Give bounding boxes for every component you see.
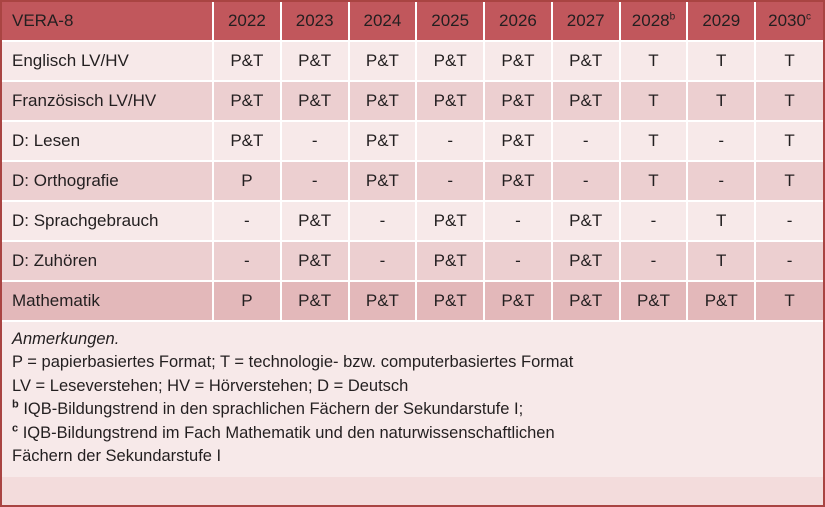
- header-year-2025: [416, 2, 484, 41]
- cell: -: [620, 241, 688, 281]
- cell: P&T: [484, 81, 552, 121]
- cell: T: [687, 41, 755, 81]
- header-year-2027: [552, 2, 620, 41]
- cell: P&T: [349, 281, 417, 321]
- cell: -: [416, 161, 484, 201]
- header-year-text: 2025: [431, 11, 470, 30]
- cell: -: [213, 201, 281, 241]
- header-year-sup: c: [805, 11, 811, 23]
- table-notes: [2, 322, 823, 477]
- cell: P&T: [416, 81, 484, 121]
- header-year-text: 2027: [566, 11, 605, 30]
- header-year-text: 2029: [702, 11, 741, 30]
- cell: -: [687, 121, 755, 161]
- cell: P&T: [552, 201, 620, 241]
- footnote-marker-b: b: [12, 398, 19, 411]
- cell: P&T: [416, 201, 484, 241]
- cell: P&T: [213, 81, 281, 121]
- header-year-2024: [349, 2, 417, 41]
- header-year-text: 2026: [499, 11, 537, 30]
- cell: P&T: [213, 41, 281, 81]
- footnote-marker-c: c: [12, 422, 19, 435]
- cell: P&T: [349, 81, 417, 121]
- cell: -: [213, 241, 281, 281]
- header-year-2029: [687, 2, 755, 41]
- header-row: [2, 2, 823, 41]
- cell: -: [484, 201, 552, 241]
- cell: -: [349, 241, 417, 281]
- cell: -: [281, 121, 349, 161]
- cell: P&T: [552, 81, 620, 121]
- cell: -: [349, 201, 417, 241]
- cell: T: [620, 121, 688, 161]
- cell: T: [620, 81, 688, 121]
- cell: T: [755, 281, 823, 321]
- row-label: D: Lesen: [2, 121, 213, 161]
- cell: P&T: [349, 121, 417, 161]
- table-row: [2, 161, 823, 201]
- row-label: D: Sprachgebrauch: [2, 201, 213, 241]
- row-label: D: Orthografie: [2, 161, 213, 201]
- cell: T: [755, 121, 823, 161]
- cell: P&T: [416, 281, 484, 321]
- notes-line-formats: P = papierbasiertes Format; T = technologie- bzw. computerbasiertes Format: [12, 353, 574, 372]
- cell: -: [755, 241, 823, 281]
- cell: P&T: [416, 241, 484, 281]
- cell: P&T: [281, 201, 349, 241]
- header-year-text: 2028: [631, 11, 670, 30]
- notes-line-abbreviations: LV = Leseverstehen; HV = Hörverstehen; D = Deutsch: [12, 376, 409, 395]
- cell: P&T: [349, 41, 417, 81]
- cell: P: [213, 161, 281, 201]
- cell: -: [484, 241, 552, 281]
- header-year-text: 2023: [295, 11, 334, 30]
- cell: P&T: [484, 41, 552, 81]
- cell: -: [416, 121, 484, 161]
- header-year-2023: [281, 2, 349, 41]
- table-row: [2, 281, 823, 321]
- row-label: Englisch LV/HV: [2, 41, 213, 81]
- row-label: Mathematik: [2, 281, 213, 321]
- cell: T: [687, 241, 755, 281]
- cell: P&T: [281, 41, 349, 81]
- cell: -: [281, 161, 349, 201]
- cell: -: [755, 201, 823, 241]
- notes-line-footnote-b: [12, 398, 813, 421]
- header-year-2030: [755, 2, 823, 41]
- header-year-text: 2024: [363, 11, 402, 30]
- cell: P&T: [281, 81, 349, 121]
- table-row: [2, 41, 823, 81]
- table-row: [2, 201, 823, 241]
- notes-line-footnote-c-cont: Fächern der Sekundarstufe I: [12, 447, 222, 466]
- cell: -: [620, 201, 688, 241]
- cell: T: [755, 161, 823, 201]
- cell: T: [620, 41, 688, 81]
- cell: -: [552, 161, 620, 201]
- header-year-2022: [213, 2, 281, 41]
- cell: P&T: [416, 41, 484, 81]
- table-header: [2, 2, 823, 41]
- cell: P&T: [484, 281, 552, 321]
- cell: T: [687, 81, 755, 121]
- notes-line-footnote-c: [12, 422, 813, 445]
- table-row: [2, 241, 823, 281]
- cell: T: [620, 161, 688, 201]
- header-year-text: 2022: [227, 11, 266, 30]
- notes-heading: Anmerkungen.: [12, 330, 120, 348]
- footnote-text-b: IQB-Bildungstrend in den sprachlichen Fächern der Sekundarstufe I;: [18, 400, 524, 419]
- cell: T: [687, 201, 755, 241]
- cell: P&T: [552, 281, 620, 321]
- row-label: Französisch LV/HV: [2, 81, 213, 121]
- cell: P&T: [281, 281, 349, 321]
- cell: T: [755, 41, 823, 81]
- header-corner-label: VERA-8: [2, 2, 213, 41]
- footnote-text-c: IQB-Bildungstrend im Fach Mathematik und den naturwissenschaftlichen: [18, 423, 555, 442]
- cell: P&T: [687, 281, 755, 321]
- table-row: [2, 121, 823, 161]
- vera8-schedule-table: [2, 2, 823, 322]
- cell: P&T: [552, 41, 620, 81]
- cell: P&T: [620, 281, 688, 321]
- cell: P&T: [552, 241, 620, 281]
- cell: P&T: [281, 241, 349, 281]
- cell: P&T: [349, 161, 417, 201]
- cell: -: [552, 121, 620, 161]
- header-year-2026: [484, 2, 552, 41]
- cell: T: [755, 81, 823, 121]
- cell: P: [213, 281, 281, 321]
- header-year-sup: b: [669, 11, 676, 23]
- table-body: [2, 41, 823, 321]
- header-year-2028: [620, 2, 688, 41]
- table-row: [2, 81, 823, 121]
- cell: P&T: [484, 161, 552, 201]
- header-year-text: 2030: [768, 11, 806, 30]
- cell: -: [687, 161, 755, 201]
- cell: P&T: [213, 121, 281, 161]
- row-label: D: Zuhören: [2, 241, 213, 281]
- cell: P&T: [484, 121, 552, 161]
